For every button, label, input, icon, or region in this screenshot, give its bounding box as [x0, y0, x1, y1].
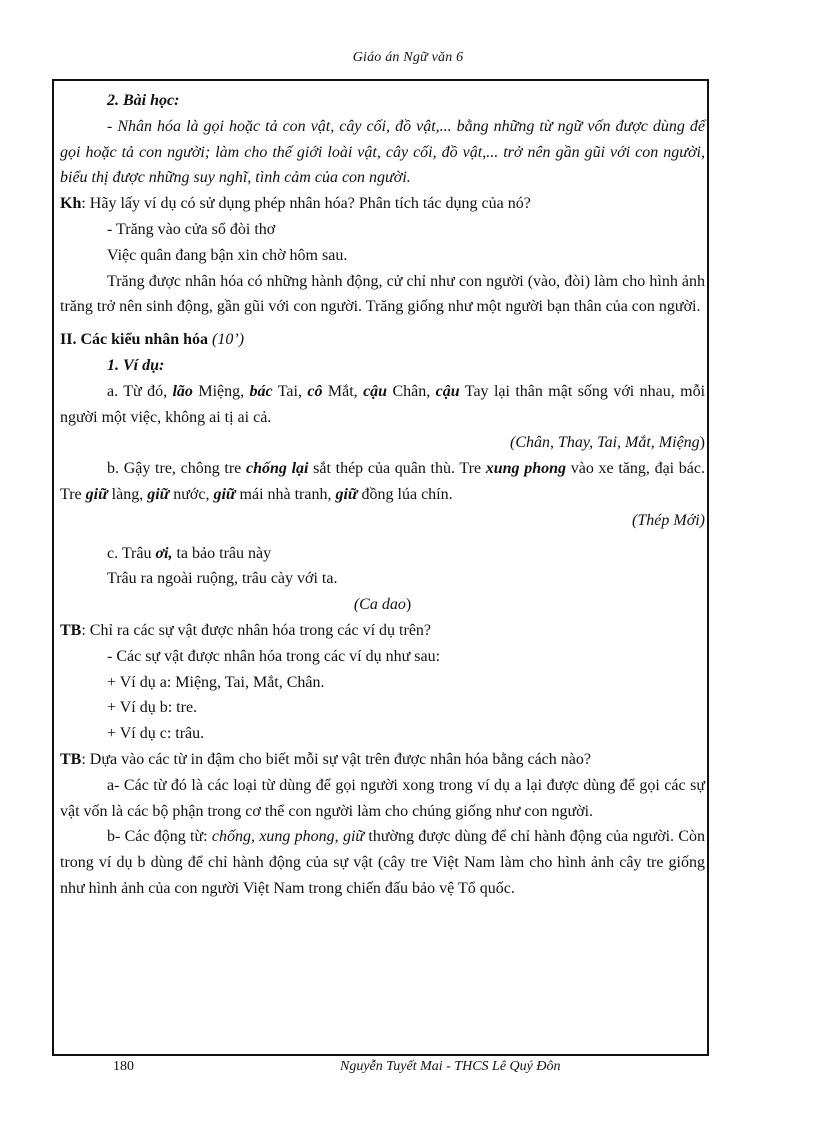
- example-a-text: Tay lại thân mật sống với nhau, mỗi người một việc, không ai tị ai cả.: [60, 382, 706, 426]
- example-a-text: Tai,: [272, 382, 308, 400]
- bold-word: giữ: [335, 485, 358, 503]
- footer-author: Nguyễn Tuyết Mai - THCS Lê Quý Đôn: [340, 1059, 561, 1074]
- bold-word: giữ: [147, 485, 170, 503]
- example-b-text: b. Gậy tre, chông tre: [107, 460, 246, 478]
- example-b-source: (Thép Mới): [632, 511, 705, 529]
- tb-question-1: [60, 618, 705, 644]
- kh-question-text: : Hãy lấy ví dụ có sử dụng phép nhân hóa? Phân tích tác dụng của nó?: [81, 195, 531, 213]
- tb-question-2: [60, 747, 705, 773]
- source-text: (Ca dao: [353, 596, 406, 614]
- example-b: [60, 456, 705, 508]
- tb-question-text: : Dựa vào các từ in đậm cho biết mỗi sự vật trên được nhân hóa bằng cách nào?: [81, 750, 591, 768]
- example-a-text: Miệng,: [192, 382, 250, 400]
- poem-line-1: - Trăng vào cửa sổ đòi thơ: [107, 220, 276, 238]
- answer-b-words: chống, xung phong, giữ: [211, 828, 365, 846]
- example-c-text: ta bảo trâu này: [172, 544, 272, 562]
- lesson-heading-text: 2. Bài học:: [107, 92, 180, 109]
- example-c-source: [60, 592, 705, 618]
- bold-word: bác: [249, 382, 273, 400]
- source-close: ): [699, 434, 705, 452]
- source-text: (Chân, Thay, Tai, Mắt, Miệng: [510, 434, 700, 452]
- answer-b-rest: thường được dùng để chỉ hành động của người. Còn trong ví dụ b dùng để chỉ hành động của sự vật (cây tre Việt Nam làm cho hình ảnh cây tre giống như hình ảnh của con người Việt Nam trong chiến đấu bảo vệ Tổ quốc.: [60, 828, 706, 897]
- example-b-text: mái nhà tranh,: [235, 485, 336, 503]
- bold-word: cậu: [435, 382, 460, 400]
- example-b-text: đồng lúa chín.: [357, 485, 453, 503]
- example-a: [60, 379, 705, 431]
- lesson-heading: [60, 88, 705, 114]
- tb2-answer-a: a- Các từ đó là các loại từ dùng để gọi người xong trong ví dụ a lại được dùng để gọi các sự vật vốn là các bộ phận trong cơ thể con người làm cho chúng giống như con người.: [60, 776, 705, 820]
- example-b-text: nước,: [169, 485, 214, 503]
- example-heading: [60, 353, 705, 379]
- example-a-text: Mắt,: [322, 382, 364, 400]
- bold-word: xung phong: [485, 460, 567, 478]
- kh-question: [60, 191, 705, 217]
- bold-word: cô: [307, 382, 323, 400]
- example-a-text: a. Từ đó,: [107, 382, 173, 400]
- section-time: (10’): [212, 331, 245, 349]
- section-heading: [60, 327, 705, 353]
- kh-analysis: Trăng được nhân hóa có những hành động, cử chỉ như con người (vào, đòi) làm cho hình ảnh trăng trở nên sinh động, gần gũi với con người. Trăng giống như một người bạn thân của con người.: [60, 272, 705, 316]
- example-b-text: làng,: [107, 485, 148, 503]
- page-number: 180: [113, 1059, 134, 1074]
- answer-b-prefix: b- Các động từ:: [107, 828, 212, 846]
- example-b-text: sắt thép của quân thù. Tre: [308, 460, 486, 478]
- example-a-text: Chân,: [387, 382, 436, 400]
- example-b-text: vào xe tăng, đại bác. Tre: [60, 460, 706, 503]
- tb1-item-a: + Ví dụ a: Miệng, Tai, Mắt, Chân.: [107, 673, 325, 691]
- tb1-intro: - Các sự vật được nhân hóa trong các ví dụ như sau:: [107, 647, 441, 665]
- tb-label: TB: [60, 750, 82, 768]
- poem-line-2: Việc quân đang bận xin chờ hôm sau.: [107, 246, 348, 264]
- kh-label: Kh: [60, 195, 82, 213]
- tb1-item-b: + Ví dụ b: tre.: [107, 699, 198, 717]
- bold-word: lão: [172, 382, 193, 400]
- tb-question-text: : Chỉ ra các sự vật được nhân hóa trong các ví dụ trên?: [81, 621, 432, 639]
- bold-word: cậu: [363, 382, 388, 400]
- bold-word: ơi,: [155, 544, 173, 562]
- tb2-answer-b: [60, 824, 705, 901]
- tb-label: TB: [60, 621, 82, 639]
- lesson-content: [60, 88, 705, 902]
- tb1-item-c: + Ví dụ c: trâu.: [107, 725, 205, 743]
- example-c-text: c. Trâu: [107, 544, 156, 562]
- example-a-source: [60, 430, 705, 456]
- example-c: [60, 541, 705, 567]
- section-title: II. Các kiểu nhân hóa: [60, 331, 209, 349]
- bold-word: giữ: [85, 485, 108, 503]
- bold-word: giữ: [213, 485, 236, 503]
- source-close: ): [405, 596, 412, 614]
- example-heading-text: 1. Ví dụ:: [107, 356, 165, 374]
- bold-word: chống lại: [245, 460, 309, 478]
- lesson-definition: - Nhân hóa là gọi hoặc tả con vật, cây cối, đồ vật,... bằng những từ ngữ vốn được dùng để gọi hoặc tả con người; làm cho thế giới loài vật, cây cối, đồ vật,... trở nên gần gũi với con người, biểu thị được những suy nghĩ, tình cảm của con người.: [60, 117, 705, 187]
- page-footer: [0, 1059, 816, 1079]
- example-c-line-2: Trâu ra ngoài ruộng, trâu cày với ta.: [107, 570, 338, 588]
- page-header: Giáo án Ngữ văn 6: [352, 50, 464, 65]
